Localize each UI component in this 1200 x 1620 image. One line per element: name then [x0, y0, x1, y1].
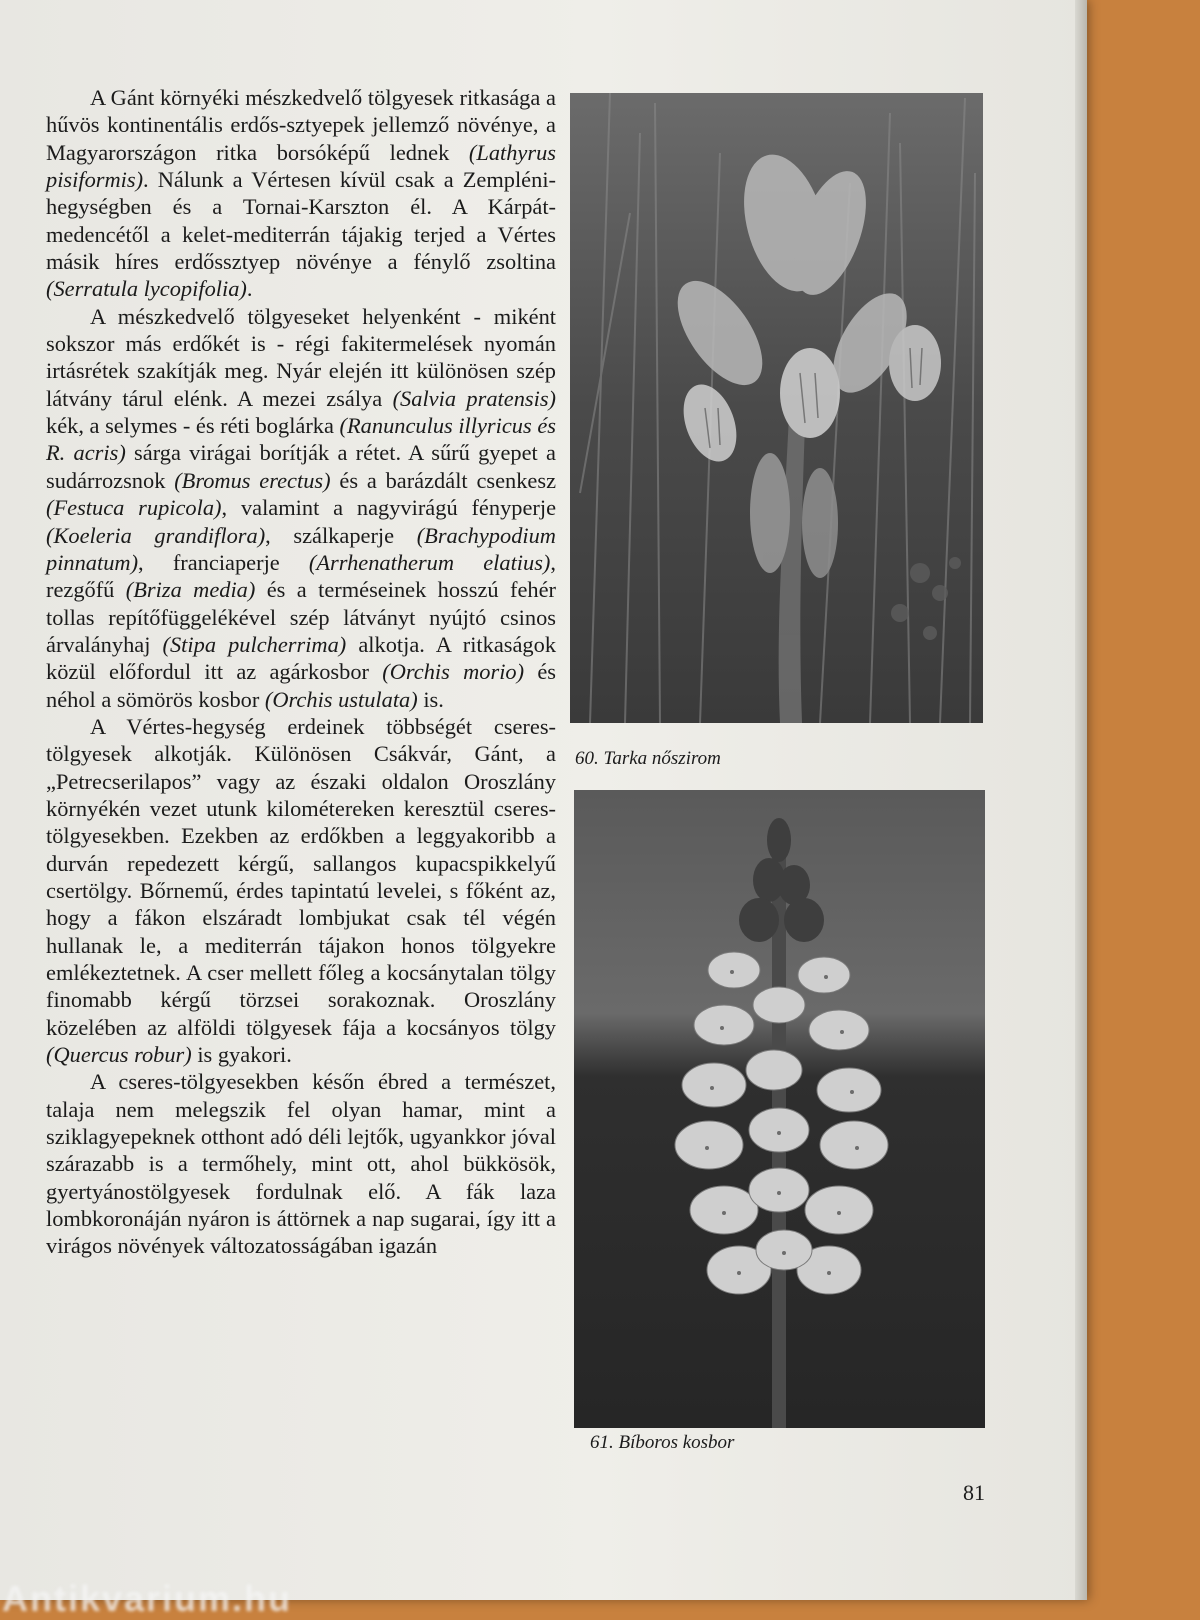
- text-run: A cseres-tölgyesekben későn ébred a természet, talaja nem melegszik fel olyan hamar, mint a sziklagyepeknek otthont adó déli lejtők, ugyankkor jóval szárazabb is a termőhely, mint ott, ahol bükkösök, gyertyánostölgyesek fordulnak elő. A fák laza lombkoronáján nyáron is áttörnek a nap sugarai, így itt a virágos növények változatosságában igazán: [46, 1069, 556, 1259]
- species-name: (Orchis morio): [382, 659, 525, 685]
- text-run: A Gánt környéki mészkedvelő tölgyesek ritkasága a hűvös kontinentális erdős-sztyepek jellemző növénye, a Magyarországon ritka borsóképű lednek: [46, 85, 556, 165]
- text-run: is.: [417, 686, 444, 712]
- paragraph-4: [46, 1068, 556, 1259]
- species-name: (Koeleria grandiflora): [46, 522, 266, 548]
- text-run: kék, a selymes - és réti boglárka: [46, 413, 340, 439]
- iris-photo-illustration: [570, 93, 983, 723]
- species-name: (Orchis ustulata): [264, 686, 418, 712]
- orchid-photo-illustration: [574, 790, 985, 1428]
- species-name: (Bromus erectus): [174, 467, 331, 493]
- paragraph-1: [46, 84, 556, 303]
- figure-61-caption: 61. Bíboros kosbor: [590, 1432, 735, 1453]
- text-run: és a barázdált csenkesz: [330, 467, 557, 493]
- text-run: , szálkaperje: [265, 522, 417, 548]
- text-run: A Vértes-hegység erdeinek többségét cseres-tölgyesek alkotják. Különösen Csákvár, Gánt, a „Petrecserilapos” vagy az északi oldalon Oroszlány környékén vezet utunk kilométereken keresztül cseres-tölgyesekben. Ezekben az erdőkben a leggyakoribb a durván repedezett kérgű, sallangos kupacspikkelyű csertölgy. Bőrnemű, érdes tapintatú levelei, s főként az, hogy a fákon elszáradt lombjukat csak tél végén hullanak le, a mediterrán tájakon honos tölgyekre emlékeztetnek. A cser mellett főleg a kocsánytalan tölgy finomabb kérgű törzsei sorakoznak. Oroszlány közelében az alföldi tölgyesek fája a kocsányos tölgy: [46, 713, 556, 1040]
- photo-biboros-kosbor: [574, 790, 985, 1428]
- text-run: is gyakori.: [191, 1042, 292, 1068]
- species-name: (Ranunculus illyricus és R. acris): [46, 413, 556, 466]
- paragraph-3: [46, 713, 556, 1068]
- text-run: , franciaperje: [138, 549, 309, 575]
- text-run: A mészkedvelő tölgyeseket helyenként - miként sokszor más erdőkét is - régi fakitermelések nyomán irtásrétek szakítják meg. Nyár elején itt különösen szép látvány tárul elénk. A mezei zsálya: [46, 303, 556, 411]
- species-name: (Lathyrus pisiformis): [46, 139, 556, 193]
- text-run: sárga virágai borítják a rétet. A sűrű gyepet a sudárrozsnok: [46, 440, 556, 493]
- text-run: .: [246, 276, 253, 302]
- species-name: (Quercus robur): [46, 1042, 192, 1068]
- body-text-column: [46, 84, 556, 1260]
- text-run: és néhol a sömörös kosbor: [46, 659, 557, 712]
- page-number: 81: [963, 1480, 985, 1505]
- species-name: (Stipa pulcherrima): [162, 631, 347, 657]
- paragraph-2: [46, 303, 556, 713]
- species-name: (Serratula lycopifolia): [46, 276, 247, 302]
- text-run: . Nálunk a Vértesen kívül csak a Zempléni-hegységben és a Tornai-Karszton él. A Kárpát-medencétől a kelet-mediterrán tájakig terjed a Vértes másik híres erdőssztyep növénye a fénylő zsoltina: [46, 167, 556, 275]
- species-name: (Arrhenatherum elatius): [308, 549, 551, 575]
- watermark: Antikvarium.hu: [2, 1578, 293, 1619]
- text-run: , rezgőfű: [46, 549, 556, 603]
- species-name: (Festuca rupicola): [46, 495, 222, 521]
- photo-tarka-noszirom: [570, 93, 983, 723]
- page-edge: [1075, 0, 1087, 1600]
- species-name: (Briza media): [125, 577, 256, 603]
- text-run: , valamint a nagyvirágú fényperje: [221, 495, 557, 521]
- figure-60-caption: 60. Tarka nőszirom: [575, 748, 721, 769]
- text-run: és a terméseinek hosszú fehér tollas repítőfüggelékével szép látványt nyújtó csinos árvalányhaj: [46, 577, 556, 657]
- species-name: (Brachypodium pinnatum): [46, 522, 556, 575]
- text-run: alkotja. A ritkaságok közül előfordul itt az agárkosbor: [46, 631, 557, 685]
- species-name: (Salvia pratensis): [392, 385, 556, 411]
